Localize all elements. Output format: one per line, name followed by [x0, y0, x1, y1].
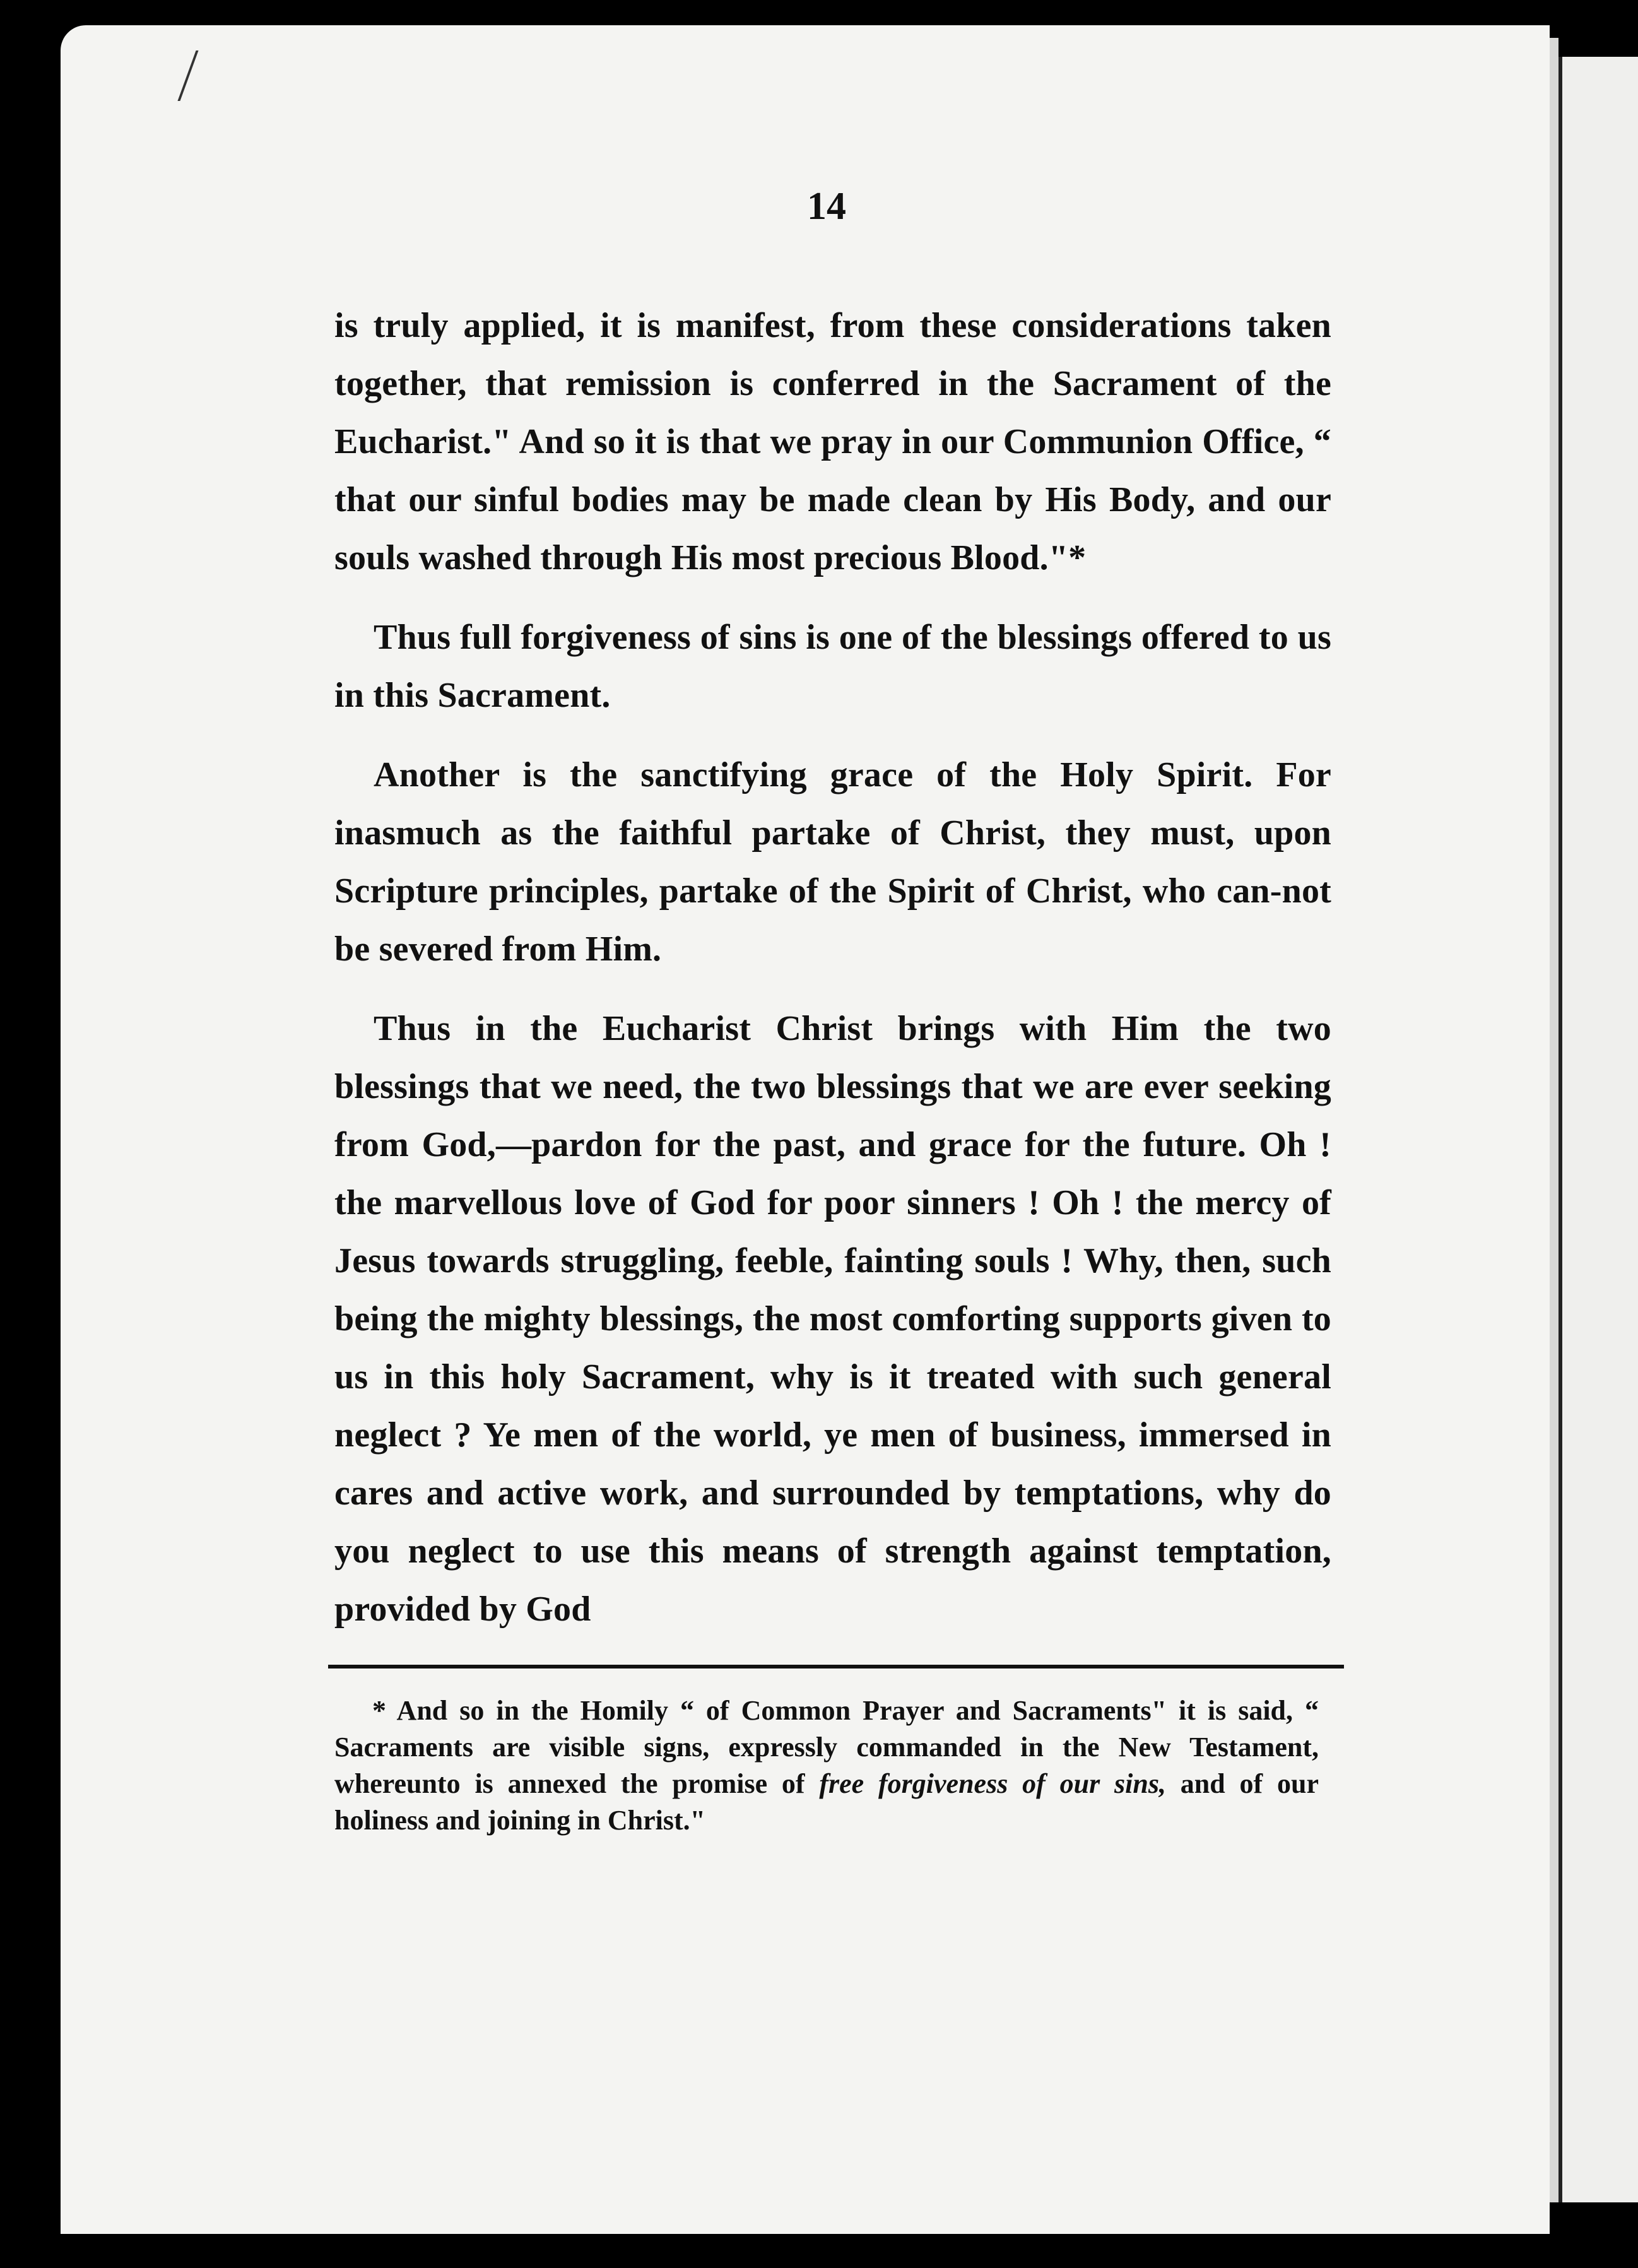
page-number: 14	[807, 185, 846, 228]
paragraph: Thus full forgiveness of sins is one of the blessings offered to us in this Sacrament.	[334, 618, 1331, 715]
page-edge	[1550, 38, 1558, 2202]
body-text	[334, 297, 1331, 1660]
footnote-text-start: * And so in the Homily “ of Common Prayer and Sacraments" it is said, “ Sacraments are visible signs, expressly commanded in the New Testament, whereunto is annexed the promise of	[334, 1695, 1319, 1799]
footnote-italic-text: free forgiveness of our sins,	[819, 1768, 1166, 1799]
footnote-rule	[328, 1665, 1344, 1669]
paragraph: Thus in the Eucharist Christ brings with Him the two blessings that we need, the two blessings that we are ever seeking from God,—pardon for the past, and grace for the future. Oh ! the marvellous love of God for poor sinners ! Oh ! the mercy of Jesus towards struggling, feeble, fainting souls ! Why, then, such being the mighty blessings, the most comforting supports given to us in this holy Sacrament, why is it treated with such general neglect ? Ye men of the world, ye men of business, immersed in cares and active work, and surrounded by temptations, why do you neglect to use this means of strength against temptation, provided by God	[334, 1009, 1331, 1629]
page-corner-fold	[177, 50, 249, 101]
footnote	[334, 1692, 1319, 1839]
adjacent-page-edge	[1558, 57, 1638, 2202]
paragraph-continued: is truly applied, it is manifest, from these considerations taken together, that remission is conferred in the Sacrament of the Eucharist." And so it is that we pray in our Communion Office, “ that our sinful bodies may be made clean by His Body, and our souls washed through His most precious Blood."*	[334, 306, 1331, 577]
paragraph: Another is the sanctifying grace of the Holy Spirit. For inasmuch as the faithful partake of Christ, they must, upon Scripture principles, partake of the Spirit of Christ, who can-not be severed from Him.	[334, 755, 1331, 969]
footnote-text-end: and of our holiness and joining in Christ."	[334, 1768, 1319, 1836]
